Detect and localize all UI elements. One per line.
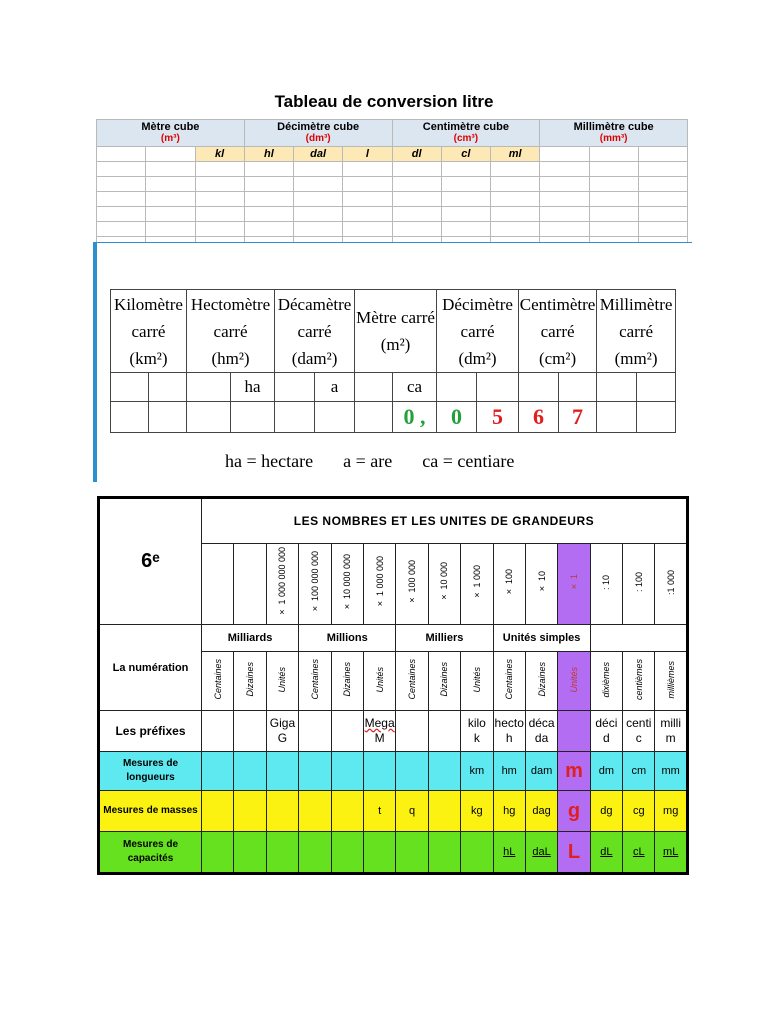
measure-cell-cap: cL xyxy=(623,832,655,874)
multiplier-text: × 1 000 000 000 xyxy=(277,547,288,618)
prefix-cell xyxy=(655,711,687,752)
measure-cell-mass xyxy=(299,791,331,832)
volume-empty-cell xyxy=(97,222,146,237)
volume-empty-cell xyxy=(491,177,540,192)
volume-empty-cell xyxy=(195,192,244,207)
prefix-name: milli xyxy=(660,716,682,730)
area-unit-header-line: carré xyxy=(213,321,248,341)
measure-cell-cap xyxy=(331,832,363,874)
order-cell xyxy=(428,652,460,711)
order-text: centièmes xyxy=(633,658,644,701)
area-abbrev-cell xyxy=(519,373,559,402)
volume-empty-cell xyxy=(244,177,293,192)
measure-cell-len xyxy=(396,752,428,791)
volume-unit-cell xyxy=(97,147,146,162)
multiplier-text: × 100 000 xyxy=(407,559,418,606)
order-text: Centaines xyxy=(407,659,418,700)
group-header xyxy=(590,625,687,652)
volume-empty-cell xyxy=(540,162,589,177)
volume-empty-cell xyxy=(638,162,687,177)
prefix-name: centi xyxy=(626,716,652,730)
volume-unit-cell: l xyxy=(343,147,392,162)
multiplier-cell xyxy=(461,544,493,625)
volume-empty-cell xyxy=(294,177,343,192)
prefix-symbol: d xyxy=(603,731,610,745)
group-header: Millions xyxy=(299,625,396,652)
multiplier-cell xyxy=(202,544,234,625)
prefix-cell xyxy=(461,711,493,752)
volume-group-header xyxy=(392,120,540,147)
measure-cell-len xyxy=(266,752,298,791)
multiplier-text: × 100 xyxy=(504,568,515,597)
grade-label: 6ᵉ xyxy=(99,498,202,625)
volume-empty-cell xyxy=(392,207,441,222)
area-unit-header-line: Centimètre xyxy=(519,294,596,314)
measure-cell-len: dm xyxy=(590,752,622,791)
volume-unit-cell xyxy=(589,147,638,162)
volume-empty-cell xyxy=(97,177,146,192)
measure-cell-len xyxy=(299,752,331,791)
volume-unit-cell: dl xyxy=(392,147,441,162)
measure-cell-len: cm xyxy=(623,752,655,791)
area-unit-header-line: (mm²) xyxy=(614,348,658,368)
prefix-name: hecto xyxy=(494,716,524,730)
volume-empty-cell xyxy=(589,192,638,207)
area-digit-cell xyxy=(187,402,231,433)
multiplier-text: × 1 000 xyxy=(471,564,482,601)
measure-cell-mass xyxy=(202,791,234,832)
measure-cell-len: m xyxy=(558,752,590,791)
multiplier-cell xyxy=(363,544,395,625)
volume-empty-cell xyxy=(343,207,392,222)
multiplier-cell xyxy=(525,544,557,625)
area-abbrev-cell xyxy=(355,373,393,402)
prefix-name: Mega xyxy=(364,716,395,730)
order-cell xyxy=(655,652,687,711)
group-header: Unités simples xyxy=(493,625,590,652)
measure-cell-cap xyxy=(396,832,428,874)
volume-empty-cell xyxy=(146,162,195,177)
row-label-numeration: La numération xyxy=(99,625,202,711)
multiplier-cell xyxy=(558,544,590,625)
order-text: millièmes xyxy=(665,660,676,699)
area-unit-header-line: Hectomètre xyxy=(190,294,271,314)
area-digit-cell: 7 xyxy=(559,402,597,433)
volume-empty-cell xyxy=(491,207,540,222)
volume-group-header xyxy=(244,120,392,147)
area-unit-header-line: Millimètre xyxy=(599,294,673,314)
area-unit-header-line: carré xyxy=(297,321,332,341)
order-cell xyxy=(558,652,590,711)
order-text: dixièmes xyxy=(601,661,612,698)
area-unit-header-line: (m²) xyxy=(380,335,411,354)
area-abbrev-cell: ca xyxy=(393,373,437,402)
area-unit-header xyxy=(275,290,355,373)
volume-group-header xyxy=(97,120,245,147)
prefix-cell xyxy=(396,711,428,752)
volume-group-unit: (dm³) xyxy=(305,133,331,144)
volume-empty-cell xyxy=(97,207,146,222)
volume-empty-cell xyxy=(294,192,343,207)
volume-group-header xyxy=(540,120,688,147)
prefix-cell xyxy=(202,711,234,752)
prefix-symbol: c xyxy=(635,731,642,745)
row-label-mass: Mesures de masses xyxy=(99,791,202,832)
order-cell xyxy=(234,652,266,711)
multiplier-cell xyxy=(623,544,655,625)
volume-empty-cell xyxy=(540,192,589,207)
volume-empty-cell xyxy=(392,222,441,237)
multiplier-text: : 10 xyxy=(601,574,612,590)
volume-unit-cell: hl xyxy=(244,147,293,162)
numeration-title: LES NOMBRES ET LES UNITES DE GRANDEURS xyxy=(202,498,688,544)
volume-unit-cell: dal xyxy=(294,147,343,162)
area-unit-header-line: (hm²) xyxy=(211,348,250,368)
order-text: Centaines xyxy=(212,659,223,700)
area-unit-header xyxy=(355,290,437,373)
multiplier-text: × 1 000 000 xyxy=(374,556,385,609)
area-digit-cell: 5 xyxy=(477,402,519,433)
volume-empty-cell xyxy=(491,222,540,237)
volume-empty-cell xyxy=(491,162,540,177)
area-unit-header xyxy=(597,290,676,373)
order-cell xyxy=(525,652,557,711)
volume-empty-cell xyxy=(294,207,343,222)
area-conversion-table xyxy=(110,289,676,433)
area-digit-cell xyxy=(231,402,275,433)
prefix-symbol: G xyxy=(277,731,288,745)
area-unit-header-line: Kilomètre xyxy=(114,294,183,314)
order-text: Unités xyxy=(277,666,288,693)
volume-unit-cell xyxy=(146,147,195,162)
measure-cell-cap: hL xyxy=(493,832,525,874)
measure-cell-cap xyxy=(299,832,331,874)
group-header: Milliards xyxy=(202,625,299,652)
volume-unit-cell: cl xyxy=(441,147,490,162)
order-cell xyxy=(363,652,395,711)
area-unit-header-line: Décimètre xyxy=(442,294,513,314)
volume-empty-cell xyxy=(195,162,244,177)
multiplier-text: × 10 xyxy=(536,571,547,594)
volume-empty-cell xyxy=(540,177,589,192)
volume-empty-cell xyxy=(294,222,343,237)
prefix-cell xyxy=(331,711,363,752)
area-digit-cell xyxy=(149,402,187,433)
volume-empty-cell xyxy=(146,177,195,192)
volume-unit-cell xyxy=(638,147,687,162)
prefix-symbol: h xyxy=(505,731,513,745)
multiplier-text: × 100 000 000 xyxy=(309,551,320,614)
order-text: Unités xyxy=(471,666,482,693)
measure-cell-mass: g xyxy=(558,791,590,832)
area-digit-cell: 0 , xyxy=(393,402,437,433)
volume-group-name: Millimètre cube xyxy=(573,121,654,133)
volume-empty-cell xyxy=(195,207,244,222)
area-unit-header-line: (dm²) xyxy=(458,348,497,368)
order-text: Dizaines xyxy=(342,662,353,697)
multiplier-cell xyxy=(234,544,266,625)
area-digit-cell xyxy=(597,402,637,433)
volume-unit-cell: kl xyxy=(195,147,244,162)
measure-cell-cap xyxy=(363,832,395,874)
volume-empty-cell xyxy=(638,177,687,192)
order-text: Dizaines xyxy=(439,662,450,697)
order-cell xyxy=(202,652,234,711)
volume-empty-cell xyxy=(589,207,638,222)
measure-cell-cap xyxy=(234,832,266,874)
volume-unit-cell xyxy=(540,147,589,162)
prefix-cell xyxy=(623,711,655,752)
order-cell xyxy=(396,652,428,711)
order-text: Unités xyxy=(568,666,579,693)
volume-empty-cell xyxy=(195,177,244,192)
volume-group-name: Centimètre cube xyxy=(422,121,509,133)
measure-cell-cap: daL xyxy=(525,832,557,874)
area-unit-header xyxy=(187,290,275,373)
volume-empty-cell xyxy=(146,192,195,207)
area-abbrev-cell xyxy=(637,373,676,402)
order-text: Dizaines xyxy=(245,662,256,697)
row-label-cap: Mesures de capacités xyxy=(99,832,202,874)
measure-cell-cap: mL xyxy=(655,832,687,874)
volume-empty-cell xyxy=(638,207,687,222)
measure-cell-len: km xyxy=(461,752,493,791)
area-unit-header-line: carré xyxy=(131,321,166,341)
volume-empty-cell xyxy=(244,192,293,207)
volume-group-name: Décimètre cube xyxy=(277,121,360,133)
multiplier-cell xyxy=(299,544,331,625)
prefix-symbol: da xyxy=(534,731,549,745)
measure-cell-cap xyxy=(428,832,460,874)
measure-cell-len xyxy=(234,752,266,791)
measure-cell-mass: hg xyxy=(493,791,525,832)
area-legend-item: a = are xyxy=(343,451,393,471)
area-unit-header-line: carré xyxy=(540,321,575,341)
volume-empty-cell xyxy=(244,162,293,177)
area-unit-header-line: (dam²) xyxy=(291,348,338,368)
group-header: Milliers xyxy=(396,625,493,652)
prefix-cell xyxy=(493,711,525,752)
measure-cell-mass xyxy=(428,791,460,832)
volume-empty-cell xyxy=(244,222,293,237)
order-cell xyxy=(299,652,331,711)
row-label-len: Mesures de longueurs xyxy=(99,752,202,791)
area-unit-header-line: (km²) xyxy=(129,348,168,368)
volume-empty-cell xyxy=(441,192,490,207)
measure-cell-mass: cg xyxy=(623,791,655,832)
measure-cell-mass: mg xyxy=(655,791,687,832)
measure-cell-len: dam xyxy=(525,752,557,791)
area-unit-header-line: Décamètre xyxy=(277,294,352,314)
area-abbrev-cell xyxy=(275,373,315,402)
area-abbrev-cell: ha xyxy=(231,373,275,402)
volume-empty-cell xyxy=(540,207,589,222)
volume-empty-cell xyxy=(244,207,293,222)
measure-cell-cap: dL xyxy=(590,832,622,874)
volume-empty-cell xyxy=(589,177,638,192)
volume-empty-cell xyxy=(441,222,490,237)
prefix-name: déca xyxy=(528,716,555,730)
prefix-name: déci xyxy=(595,716,618,730)
measure-cell-len xyxy=(202,752,234,791)
volume-empty-cell xyxy=(491,192,540,207)
volume-group-unit: (mm³) xyxy=(599,133,628,144)
order-text: Centaines xyxy=(309,659,320,700)
area-unit-header-line: carré xyxy=(619,321,654,341)
prefix-cell xyxy=(558,711,590,752)
volume-group-unit: (cm³) xyxy=(453,133,479,144)
prefix-cell xyxy=(590,711,622,752)
prefix-cell xyxy=(525,711,557,752)
volume-empty-cell xyxy=(540,222,589,237)
area-legend xyxy=(225,451,544,472)
measure-cell-len xyxy=(428,752,460,791)
area-abbrev-cell: a xyxy=(315,373,355,402)
order-cell xyxy=(266,652,298,711)
order-text: Unités xyxy=(374,666,385,693)
measure-cell-mass: q xyxy=(396,791,428,832)
volume-empty-cell xyxy=(294,162,343,177)
volume-empty-cell xyxy=(195,222,244,237)
prefix-cell xyxy=(363,711,395,752)
volume-unit-cell: ml xyxy=(491,147,540,162)
area-abbrev-cell xyxy=(597,373,637,402)
area-abbrev-cell xyxy=(477,373,519,402)
area-legend-item: ha = hectare xyxy=(225,451,314,471)
prefix-symbol: M xyxy=(374,731,385,745)
volume-empty-cell xyxy=(441,162,490,177)
volume-empty-cell xyxy=(638,192,687,207)
area-abbrev-cell xyxy=(149,373,187,402)
multiplier-text: : 100 xyxy=(633,572,644,593)
volume-empty-cell xyxy=(97,192,146,207)
multiplier-cell xyxy=(428,544,460,625)
volume-empty-cell xyxy=(343,177,392,192)
measure-cell-mass: kg xyxy=(461,791,493,832)
multiplier-cell xyxy=(331,544,363,625)
measure-cell-cap xyxy=(461,832,493,874)
measure-cell-cap: L xyxy=(558,832,590,874)
measure-cell-mass xyxy=(266,791,298,832)
prefix-cell xyxy=(234,711,266,752)
volume-empty-cell xyxy=(441,177,490,192)
measure-cell-cap xyxy=(266,832,298,874)
prefix-cell xyxy=(428,711,460,752)
multiplier-cell xyxy=(655,544,687,625)
numeration-table xyxy=(97,496,689,875)
area-legend-item: ca = centiare xyxy=(422,451,515,471)
area-unit-header-line: carré xyxy=(460,321,495,341)
volume-empty-cell xyxy=(343,222,392,237)
measure-cell-len: hm xyxy=(493,752,525,791)
area-digit-cell xyxy=(275,402,315,433)
multiplier-cell xyxy=(493,544,525,625)
measure-cell-mass: t xyxy=(363,791,395,832)
volume-table-title: Tableau de conversion litre xyxy=(274,92,494,111)
area-unit-header-line: Mètre carré xyxy=(356,308,435,327)
volume-empty-cell xyxy=(392,177,441,192)
area-unit-header xyxy=(519,290,597,373)
measure-cell-cap xyxy=(202,832,234,874)
measure-cell-len xyxy=(363,752,395,791)
measure-cell-mass xyxy=(234,791,266,832)
area-unit-header xyxy=(437,290,519,373)
volume-empty-cell xyxy=(441,207,490,222)
volume-empty-cell xyxy=(146,207,195,222)
area-digit-cell xyxy=(315,402,355,433)
volume-empty-cell xyxy=(589,162,638,177)
multiplier-text: × 10 000 xyxy=(439,562,450,603)
area-digit-cell: 6 xyxy=(519,402,559,433)
volume-empty-cell xyxy=(343,162,392,177)
volume-group-unit: (m³) xyxy=(160,133,180,144)
volume-empty-cell xyxy=(589,222,638,237)
area-unit-header-line: (cm²) xyxy=(538,348,577,368)
order-cell xyxy=(331,652,363,711)
prefix-name: Giga xyxy=(269,716,296,730)
area-abbrev-cell xyxy=(559,373,597,402)
prefix-cell xyxy=(266,711,298,752)
prefix-cell xyxy=(299,711,331,752)
volume-empty-cell xyxy=(638,222,687,237)
multiplier-text: :1 000 xyxy=(665,569,676,596)
volume-empty-cell xyxy=(146,222,195,237)
area-abbrev-cell xyxy=(111,373,149,402)
area-abbrev-cell xyxy=(437,373,477,402)
order-text: Centaines xyxy=(504,659,515,700)
multiplier-text: × 10 000 000 xyxy=(342,553,353,612)
area-digit-cell xyxy=(111,402,149,433)
area-unit-header xyxy=(111,290,187,373)
area-digit-cell xyxy=(355,402,393,433)
prefix-symbol: m xyxy=(665,731,676,745)
volume-empty-cell xyxy=(343,192,392,207)
multiplier-cell xyxy=(266,544,298,625)
area-abbrev-cell xyxy=(187,373,231,402)
multiplier-cell xyxy=(396,544,428,625)
area-digit-cell: 0 xyxy=(437,402,477,433)
multiplier-text: × 1 xyxy=(568,573,579,592)
order-cell xyxy=(590,652,622,711)
prefix-symbol: k xyxy=(473,731,480,745)
measure-cell-mass xyxy=(331,791,363,832)
measure-cell-mass: dag xyxy=(525,791,557,832)
measure-cell-mass: dg xyxy=(590,791,622,832)
volume-empty-cell xyxy=(392,192,441,207)
measure-cell-len xyxy=(331,752,363,791)
volume-group-name: Mètre cube xyxy=(141,121,200,133)
row-label-prefixes: Les préfixes xyxy=(99,711,202,752)
volume-conversion-table xyxy=(96,119,688,252)
area-digit-cell xyxy=(637,402,676,433)
order-cell xyxy=(623,652,655,711)
measure-cell-len: mm xyxy=(655,752,687,791)
order-text: Dizaines xyxy=(536,662,547,697)
multiplier-cell xyxy=(590,544,622,625)
area-conversion-panel xyxy=(93,242,692,482)
order-cell xyxy=(493,652,525,711)
order-cell xyxy=(461,652,493,711)
volume-empty-cell xyxy=(392,162,441,177)
volume-empty-cell xyxy=(97,162,146,177)
prefix-name: kilo xyxy=(467,716,486,730)
